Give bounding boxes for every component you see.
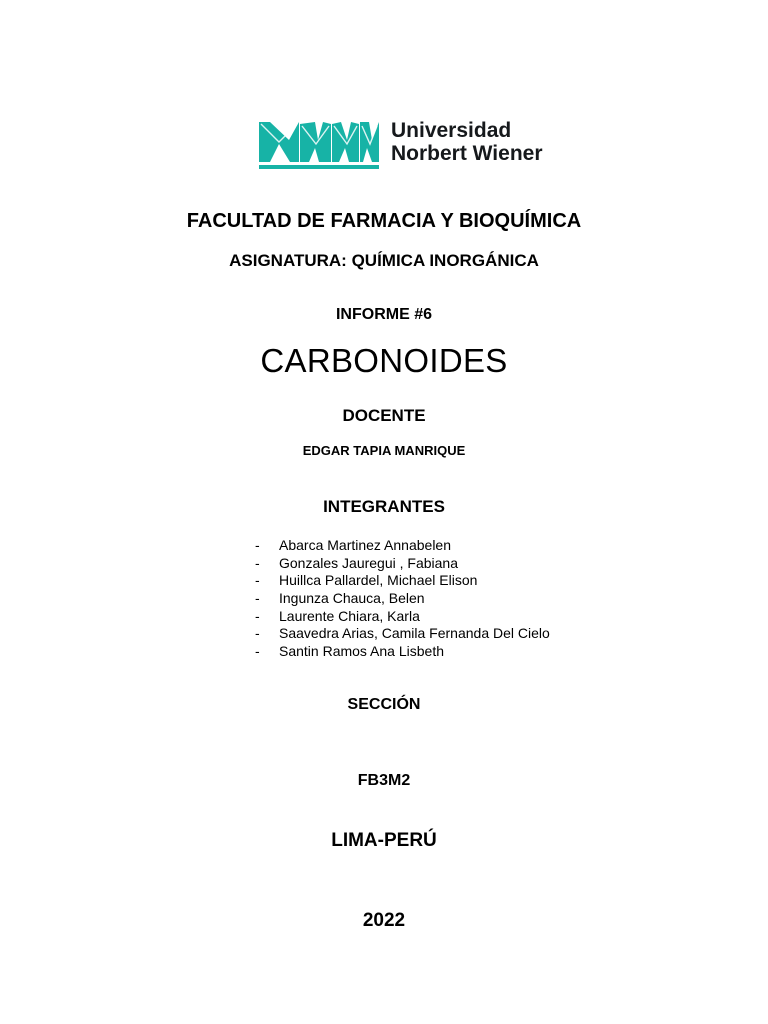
list-item bbox=[0, 590, 768, 608]
list-item bbox=[0, 555, 768, 573]
list-item bbox=[0, 625, 768, 643]
logo-text-universidad: Universidad bbox=[391, 119, 512, 142]
list-item bbox=[0, 572, 768, 590]
report-number: INFORME #6 bbox=[335, 306, 432, 323]
bullet-dash: - bbox=[255, 554, 260, 571]
bullet-dash: - bbox=[255, 572, 260, 589]
list-item bbox=[0, 537, 768, 555]
members-heading: INTEGRANTES bbox=[323, 497, 445, 516]
member-name: Ingunza Chauca, Belen bbox=[279, 590, 425, 607]
bullet-dash: - bbox=[255, 590, 260, 607]
teacher-name: EDGAR TAPIA MANRIQUE bbox=[302, 443, 466, 458]
city-country: LIMA-PERÚ bbox=[331, 830, 437, 851]
section-code: FB3M2 bbox=[357, 772, 411, 789]
member-name: Abarca Martinez Annabelen bbox=[279, 537, 451, 553]
bullet-dash: - bbox=[255, 625, 260, 642]
logo-text-norbert-wiener: Norbert Wiener bbox=[391, 142, 543, 165]
document-title: CARBONOIDES bbox=[260, 342, 508, 379]
member-name: Laurente Chiara, Karla bbox=[279, 607, 420, 624]
section-heading: SECCIÓN bbox=[347, 696, 421, 713]
subject-title: ASIGNATURA: QUÍMICA INORGÁNICA bbox=[229, 251, 539, 270]
year: 2022 bbox=[362, 910, 406, 931]
member-name: Santin Ramos Ana Lisbeth bbox=[279, 643, 444, 660]
member-name: Saavedra Arias, Camila Fernanda Del Cielo bbox=[279, 625, 550, 642]
bullet-dash: - bbox=[255, 643, 260, 660]
teacher-heading: DOCENTE bbox=[342, 406, 426, 425]
bullet-dash: - bbox=[255, 607, 260, 624]
list-item bbox=[0, 643, 768, 661]
faculty-title: FACULTAD DE FARMACIA Y BIOQUÍMICA bbox=[186, 210, 582, 232]
list-item bbox=[0, 608, 768, 626]
members-list bbox=[0, 537, 768, 661]
member-name: Huillca Pallardel, Michael Elison bbox=[279, 572, 478, 589]
member-name: Gonzales Jauregui , Fabiana bbox=[279, 554, 458, 571]
bullet-dash: - bbox=[255, 537, 260, 553]
